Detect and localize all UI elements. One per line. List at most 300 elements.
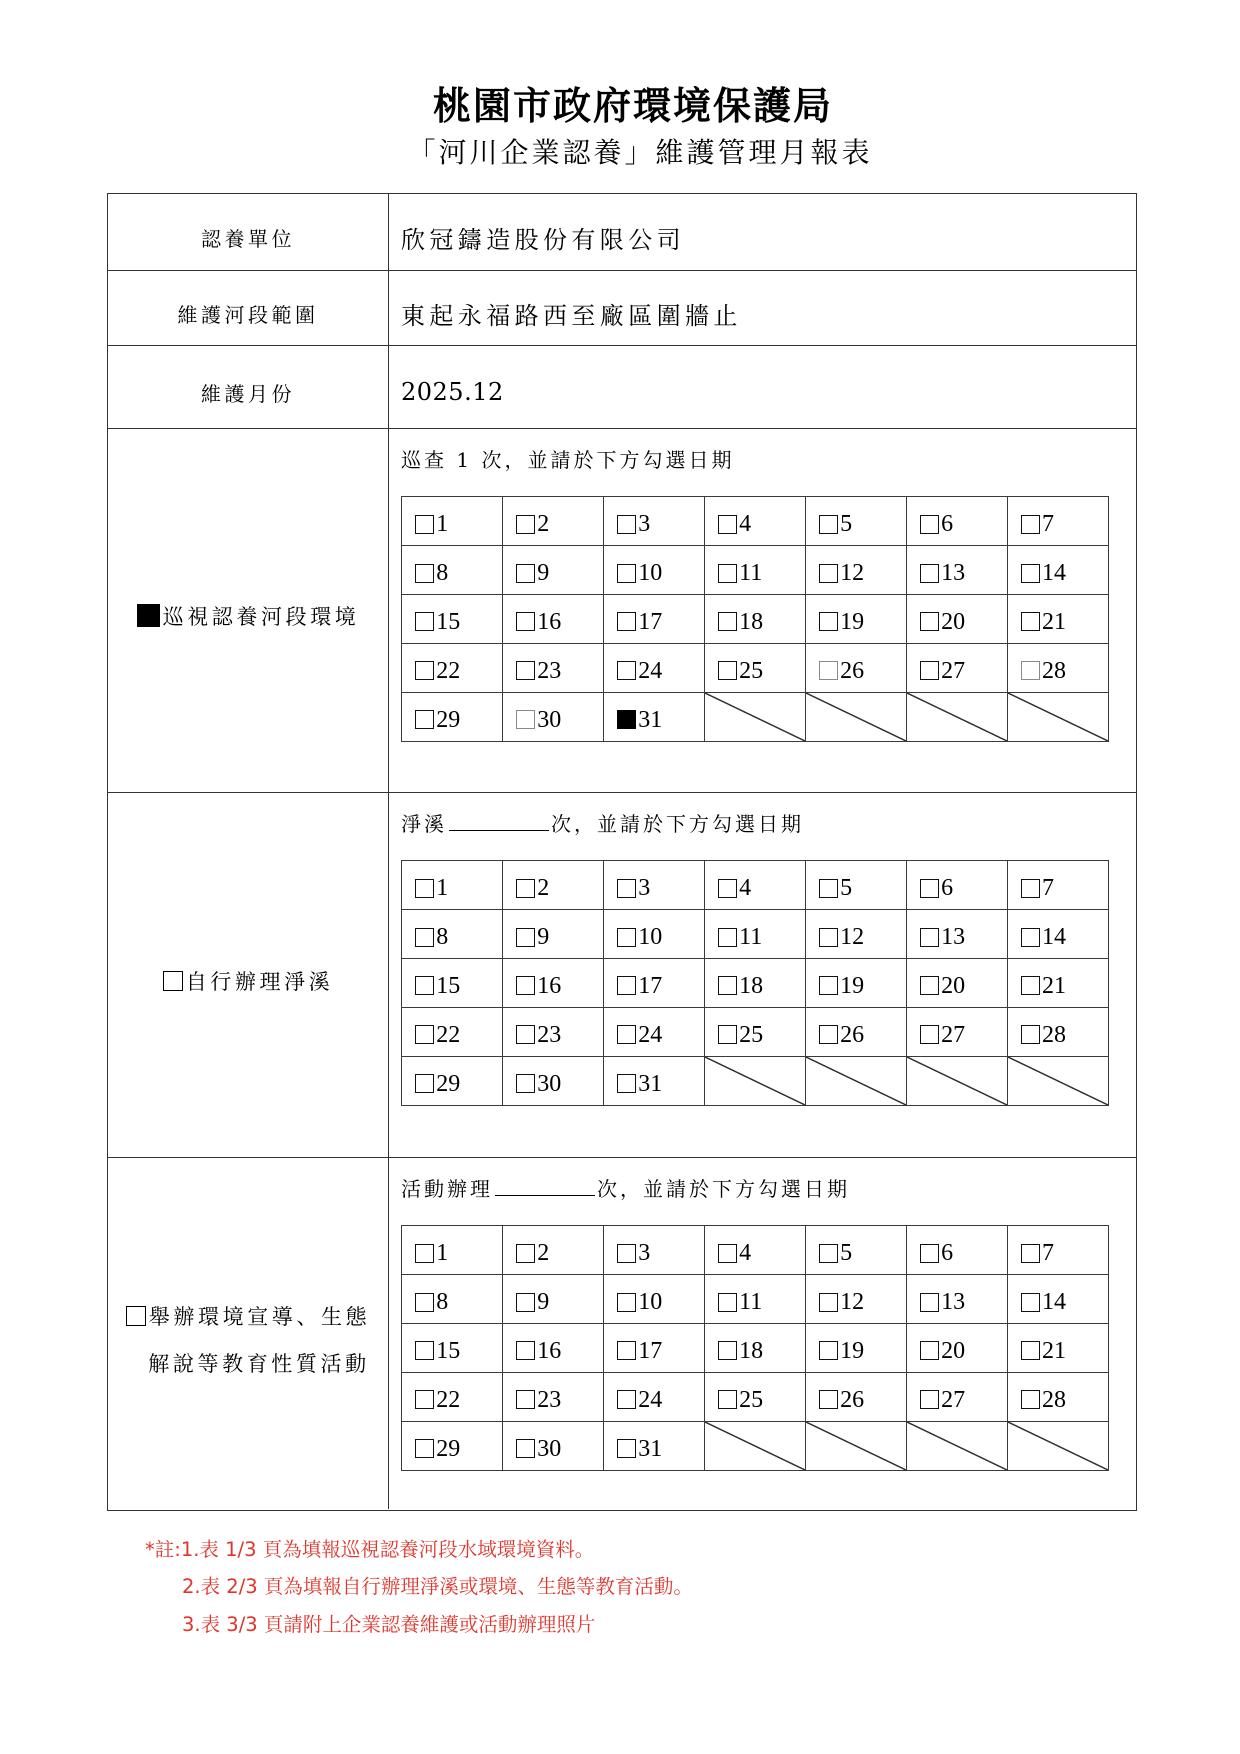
section-content-cell xyxy=(389,1158,1136,1509)
day-cell xyxy=(402,693,502,741)
day-number: 12 xyxy=(840,924,865,951)
empty-diagonal-cell xyxy=(806,1057,906,1105)
day-checkbox[interactable] xyxy=(617,564,636,583)
day-cell xyxy=(503,693,603,741)
section-content-cell xyxy=(389,793,1136,1157)
day-checkbox[interactable] xyxy=(1021,1293,1040,1312)
day-checkbox[interactable] xyxy=(1021,1025,1040,1044)
day-number: 30 xyxy=(537,706,562,733)
day-cell xyxy=(503,1275,603,1323)
day-checkbox[interactable] xyxy=(617,1293,636,1312)
day-checkbox[interactable] xyxy=(617,661,636,680)
day-checkbox[interactable] xyxy=(819,976,838,995)
maintenance-month-label: 維護月份 xyxy=(201,381,295,406)
day-cell xyxy=(705,546,805,594)
day-number: 29 xyxy=(436,1070,461,1097)
day-cell xyxy=(402,546,502,594)
day-number: 16 xyxy=(537,608,562,635)
day-number: 31 xyxy=(638,1435,663,1462)
day-checkbox[interactable] xyxy=(516,1025,535,1044)
day-number: 18 xyxy=(739,972,764,999)
day-cell xyxy=(604,497,704,545)
day-checkbox[interactable] xyxy=(617,976,636,995)
day-cell xyxy=(503,959,603,1007)
day-number: 24 xyxy=(638,1386,663,1413)
section-label-text: 解說等教育性質活動 xyxy=(148,1351,370,1376)
footnote-2: 2.表 2/3 頁為填報自行辦理淨溪或環境、生態等教育活動。 xyxy=(182,1575,693,1598)
day-number: 23 xyxy=(537,1386,562,1413)
day-cell xyxy=(503,595,603,643)
day-number: 21 xyxy=(1042,1337,1067,1364)
day-checkbox[interactable] xyxy=(920,612,939,631)
day-checkbox[interactable] xyxy=(415,1293,434,1312)
day-cell xyxy=(402,497,502,545)
day-number: 15 xyxy=(436,972,461,999)
day-checkbox[interactable] xyxy=(516,564,535,583)
day-cell xyxy=(1008,1008,1108,1056)
day-checkbox[interactable] xyxy=(617,1390,636,1409)
day-cell xyxy=(604,1057,704,1105)
day-number: 26 xyxy=(840,1386,865,1413)
day-number: 8 xyxy=(436,560,449,587)
day-cell xyxy=(604,693,704,741)
empty-diagonal-cell xyxy=(1008,1422,1108,1470)
day-number: 9 xyxy=(537,1289,550,1316)
day-cell xyxy=(705,1275,805,1323)
empty-diagonal-cell xyxy=(1008,693,1108,741)
day-checkbox[interactable] xyxy=(718,515,737,534)
section-content-cell xyxy=(389,429,1136,792)
day-cell xyxy=(1008,1275,1108,1323)
day-checkbox[interactable] xyxy=(920,515,939,534)
day-selection-grid xyxy=(401,496,1109,742)
day-checkbox[interactable] xyxy=(617,612,636,631)
day-checkbox[interactable] xyxy=(819,1390,838,1409)
day-number: 13 xyxy=(941,1289,966,1316)
day-cell xyxy=(604,644,704,692)
instruction-prefix: 活動辦理 xyxy=(401,1177,493,1201)
day-checkbox[interactable] xyxy=(516,976,535,995)
day-number: 20 xyxy=(941,972,966,999)
day-number: 11 xyxy=(739,924,763,951)
day-number: 7 xyxy=(1042,1240,1055,1267)
day-checkbox[interactable] xyxy=(1021,976,1040,995)
day-checkbox[interactable] xyxy=(516,928,535,947)
day-checkbox[interactable] xyxy=(617,515,636,534)
day-number: 2 xyxy=(537,1240,550,1267)
instruction-prefix: 巡查 1 次，並請於下方勾選日期 xyxy=(401,448,735,472)
day-cell xyxy=(604,1226,704,1274)
day-number: 4 xyxy=(739,875,752,902)
day-number: 22 xyxy=(436,1386,461,1413)
day-cell xyxy=(1008,497,1108,545)
day-checkbox[interactable] xyxy=(415,976,434,995)
day-number: 11 xyxy=(739,1289,763,1316)
day-checkbox[interactable] xyxy=(819,928,838,947)
footnote-3: 3.表 3/3 頁請附上企業認養維護或活動辦理照片 xyxy=(182,1613,596,1636)
day-cell xyxy=(806,497,906,545)
day-number: 27 xyxy=(941,1386,966,1413)
day-cell xyxy=(705,644,805,692)
day-cell xyxy=(907,910,1007,958)
empty-diagonal-cell xyxy=(705,1422,805,1470)
empty-diagonal-cell xyxy=(806,693,906,741)
day-checkbox[interactable] xyxy=(920,976,939,995)
day-cell xyxy=(705,497,805,545)
day-cell xyxy=(604,546,704,594)
day-checkbox[interactable] xyxy=(516,612,535,631)
day-checkbox[interactable] xyxy=(1021,515,1040,534)
page-subtitle: 「河川企業認養」維護管理月報表 xyxy=(407,136,873,169)
day-cell xyxy=(402,595,502,643)
day-cell xyxy=(907,1373,1007,1421)
day-checkbox[interactable] xyxy=(819,1244,838,1263)
section-label-line xyxy=(163,959,334,1006)
day-checkbox[interactable] xyxy=(415,564,434,583)
value-cell xyxy=(389,346,1136,428)
day-cell xyxy=(604,910,704,958)
report-table xyxy=(107,193,1137,1511)
day-checkbox[interactable] xyxy=(718,1025,737,1044)
day-checkbox[interactable] xyxy=(819,661,838,680)
day-cell xyxy=(1008,910,1108,958)
day-cell xyxy=(503,1422,603,1470)
day-checkbox[interactable] xyxy=(1021,1244,1040,1263)
day-number: 19 xyxy=(840,608,865,635)
day-cell xyxy=(907,497,1007,545)
day-cell xyxy=(402,1008,502,1056)
label-cell xyxy=(108,346,389,428)
day-number: 4 xyxy=(739,1240,752,1267)
day-checkbox[interactable] xyxy=(415,1390,434,1409)
day-checkbox[interactable] xyxy=(415,710,434,729)
value-cell xyxy=(389,271,1136,345)
day-number: 31 xyxy=(638,706,663,733)
day-cell xyxy=(806,1275,906,1323)
day-checkbox[interactable] xyxy=(415,661,434,680)
day-number: 3 xyxy=(638,511,651,538)
day-number: 28 xyxy=(1042,1021,1067,1048)
section-education-activity xyxy=(108,1158,1136,1509)
section-stream-cleanup xyxy=(108,793,1136,1158)
day-number: 14 xyxy=(1042,924,1067,951)
section-label-line xyxy=(126,1341,369,1388)
day-cell xyxy=(402,1373,502,1421)
label-cell xyxy=(108,194,389,270)
day-checkbox[interactable] xyxy=(718,879,737,898)
day-cell xyxy=(1008,1226,1108,1274)
day-cell xyxy=(907,546,1007,594)
day-checkbox-checked[interactable] xyxy=(617,710,636,729)
day-cell xyxy=(503,1057,603,1105)
day-checkbox[interactable] xyxy=(920,1244,939,1263)
section-checkbox-checked[interactable] xyxy=(137,604,160,627)
day-checkbox[interactable] xyxy=(920,661,939,680)
day-checkbox[interactable] xyxy=(516,661,535,680)
day-cell xyxy=(604,861,704,909)
day-checkbox[interactable] xyxy=(1021,1341,1040,1360)
day-checkbox[interactable] xyxy=(920,1341,939,1360)
day-checkbox[interactable] xyxy=(920,879,939,898)
day-checkbox[interactable] xyxy=(718,564,737,583)
day-cell xyxy=(503,1324,603,1372)
day-cell xyxy=(604,595,704,643)
day-cell xyxy=(402,1226,502,1274)
day-number: 30 xyxy=(537,1070,562,1097)
day-cell xyxy=(604,1324,704,1372)
day-number: 19 xyxy=(840,1337,865,1364)
day-number: 28 xyxy=(1042,1386,1067,1413)
day-number: 20 xyxy=(941,1337,966,1364)
day-checkbox[interactable] xyxy=(1021,879,1040,898)
day-number: 10 xyxy=(638,560,663,587)
day-number: 2 xyxy=(537,875,550,902)
day-checkbox[interactable] xyxy=(415,1074,434,1093)
day-checkbox[interactable] xyxy=(718,1390,737,1409)
row-adopter-unit xyxy=(108,194,1136,271)
day-checkbox[interactable] xyxy=(1021,612,1040,631)
day-checkbox[interactable] xyxy=(819,1025,838,1044)
day-checkbox[interactable] xyxy=(920,1390,939,1409)
river-section-value: 東起永福路西至廠區圍牆止 xyxy=(401,301,742,330)
day-number: 17 xyxy=(638,972,663,999)
day-cell xyxy=(402,1324,502,1372)
day-checkbox[interactable] xyxy=(415,1439,434,1458)
instruction-suffix: 次，並請於下方勾選日期 xyxy=(551,812,804,836)
day-number: 18 xyxy=(739,608,764,635)
day-checkbox[interactable] xyxy=(617,1074,636,1093)
day-number: 9 xyxy=(537,560,550,587)
maintenance-month-value: 2025.12 xyxy=(401,378,504,406)
day-number: 12 xyxy=(840,1289,865,1316)
day-cell xyxy=(1008,644,1108,692)
day-cell xyxy=(806,1008,906,1056)
empty-diagonal-cell xyxy=(806,1422,906,1470)
day-cell xyxy=(806,1226,906,1274)
day-number: 23 xyxy=(537,1021,562,1048)
day-checkbox[interactable] xyxy=(718,1293,737,1312)
empty-diagonal-cell xyxy=(907,693,1007,741)
day-number: 22 xyxy=(436,1021,461,1048)
day-checkbox[interactable] xyxy=(1021,661,1040,680)
day-selection-grid xyxy=(401,860,1109,1106)
day-checkbox[interactable] xyxy=(516,1293,535,1312)
day-number: 2 xyxy=(537,511,550,538)
label-cell xyxy=(108,271,389,345)
day-number: 22 xyxy=(436,657,461,684)
day-cell xyxy=(503,910,603,958)
day-checkbox[interactable] xyxy=(819,1293,838,1312)
day-checkbox[interactable] xyxy=(415,928,434,947)
day-number: 21 xyxy=(1042,608,1067,635)
day-checkbox[interactable] xyxy=(1021,564,1040,583)
empty-diagonal-cell xyxy=(1008,1057,1108,1105)
day-number: 25 xyxy=(739,1021,764,1048)
day-number: 7 xyxy=(1042,875,1055,902)
day-cell xyxy=(604,1275,704,1323)
day-checkbox[interactable] xyxy=(516,1074,535,1093)
day-cell xyxy=(604,959,704,1007)
day-cell xyxy=(503,497,603,545)
day-checkbox[interactable] xyxy=(617,1025,636,1044)
day-checkbox[interactable] xyxy=(819,879,838,898)
day-checkbox[interactable] xyxy=(617,928,636,947)
instruction-prefix: 淨溪 xyxy=(401,812,447,836)
day-checkbox[interactable] xyxy=(819,612,838,631)
day-number: 18 xyxy=(739,1337,764,1364)
day-number: 4 xyxy=(739,511,752,538)
day-number: 17 xyxy=(638,1337,663,1364)
day-checkbox[interactable] xyxy=(516,515,535,534)
day-cell xyxy=(907,959,1007,1007)
section-label-cell xyxy=(108,793,389,1157)
section-label-cell xyxy=(108,429,389,792)
day-number: 6 xyxy=(941,511,954,538)
day-checkbox[interactable] xyxy=(617,1341,636,1360)
day-checkbox[interactable] xyxy=(617,879,636,898)
day-number: 7 xyxy=(1042,511,1055,538)
day-number: 5 xyxy=(840,511,853,538)
day-checkbox[interactable] xyxy=(718,976,737,995)
day-number: 14 xyxy=(1042,1289,1067,1316)
day-checkbox[interactable] xyxy=(718,928,737,947)
day-number: 29 xyxy=(436,1435,461,1462)
day-checkbox[interactable] xyxy=(415,1244,434,1263)
count-blank-field[interactable] xyxy=(449,812,549,831)
empty-diagonal-cell xyxy=(705,693,805,741)
day-number: 6 xyxy=(941,1240,954,1267)
day-number: 31 xyxy=(638,1070,663,1097)
day-checkbox[interactable] xyxy=(819,1341,838,1360)
day-checkbox[interactable] xyxy=(415,515,434,534)
day-number: 25 xyxy=(739,657,764,684)
count-blank-field[interactable] xyxy=(495,1177,595,1196)
day-number: 3 xyxy=(638,875,651,902)
day-cell xyxy=(907,1008,1007,1056)
day-checkbox[interactable] xyxy=(415,879,434,898)
section-instruction xyxy=(401,1175,850,1203)
day-number: 20 xyxy=(941,608,966,635)
day-cell xyxy=(1008,959,1108,1007)
day-checkbox[interactable] xyxy=(718,661,737,680)
day-number: 13 xyxy=(941,924,966,951)
day-checkbox[interactable] xyxy=(617,1439,636,1458)
day-checkbox[interactable] xyxy=(920,1025,939,1044)
day-checkbox[interactable] xyxy=(415,1341,434,1360)
section-label-line xyxy=(126,1294,370,1341)
section-label-text: 巡視認養河段環境 xyxy=(162,605,360,629)
day-cell xyxy=(907,1324,1007,1372)
day-number: 6 xyxy=(941,875,954,902)
day-number: 10 xyxy=(638,924,663,951)
day-number: 8 xyxy=(436,924,449,951)
day-number: 16 xyxy=(537,1337,562,1364)
instruction-suffix: 次，並請於下方勾選日期 xyxy=(597,1177,850,1201)
day-cell xyxy=(1008,1373,1108,1421)
row-maintenance-month xyxy=(108,346,1136,429)
day-cell xyxy=(1008,546,1108,594)
day-cell xyxy=(604,1422,704,1470)
adopter-unit-label: 認養單位 xyxy=(201,226,295,251)
day-cell xyxy=(907,1275,1007,1323)
day-number: 28 xyxy=(1042,657,1067,684)
day-number: 24 xyxy=(638,1021,663,1048)
section-checkbox[interactable] xyxy=(163,971,183,991)
day-number: 1 xyxy=(436,511,449,538)
river-section-label: 維護河段範圍 xyxy=(177,302,319,327)
day-number: 1 xyxy=(436,875,449,902)
day-cell xyxy=(705,1324,805,1372)
day-checkbox[interactable] xyxy=(516,1439,535,1458)
day-number: 16 xyxy=(537,972,562,999)
day-checkbox[interactable] xyxy=(718,612,737,631)
day-checkbox[interactable] xyxy=(516,1390,535,1409)
day-cell xyxy=(503,1008,603,1056)
empty-diagonal-cell xyxy=(705,1057,805,1105)
day-cell xyxy=(705,1008,805,1056)
day-checkbox[interactable] xyxy=(516,1244,535,1263)
day-cell xyxy=(907,861,1007,909)
day-number: 30 xyxy=(537,1435,562,1462)
day-checkbox[interactable] xyxy=(819,564,838,583)
day-cell xyxy=(705,910,805,958)
day-number: 21 xyxy=(1042,972,1067,999)
day-number: 29 xyxy=(436,706,461,733)
day-cell xyxy=(806,644,906,692)
day-checkbox[interactable] xyxy=(617,1244,636,1263)
day-selection-grid xyxy=(401,1225,1109,1471)
adopter-unit-value: 欣冠鑄造股份有限公司 xyxy=(401,225,685,254)
day-number: 10 xyxy=(638,1289,663,1316)
day-number: 26 xyxy=(840,1021,865,1048)
day-cell xyxy=(705,1226,805,1274)
day-number: 27 xyxy=(941,657,966,684)
day-number: 17 xyxy=(638,608,663,635)
day-checkbox[interactable] xyxy=(516,879,535,898)
day-checkbox[interactable] xyxy=(920,564,939,583)
day-number: 8 xyxy=(436,1289,449,1316)
day-number: 13 xyxy=(941,560,966,587)
row-river-section xyxy=(108,271,1136,346)
day-checkbox[interactable] xyxy=(516,710,535,729)
day-checkbox[interactable] xyxy=(516,1341,535,1360)
day-checkbox[interactable] xyxy=(718,1341,737,1360)
day-checkbox[interactable] xyxy=(1021,1390,1040,1409)
day-cell xyxy=(503,1373,603,1421)
day-cell xyxy=(402,644,502,692)
day-checkbox[interactable] xyxy=(1021,928,1040,947)
day-cell xyxy=(1008,861,1108,909)
footnote-1: *註:1.表 1/3 頁為填報巡視認養河段水域環境資料。 xyxy=(145,1538,595,1561)
day-cell xyxy=(907,1226,1007,1274)
day-cell xyxy=(705,1373,805,1421)
day-checkbox[interactable] xyxy=(415,612,434,631)
day-cell xyxy=(907,595,1007,643)
value-cell xyxy=(389,194,1136,270)
day-number: 26 xyxy=(840,657,865,684)
section-checkbox[interactable] xyxy=(126,1306,146,1326)
day-number: 3 xyxy=(638,1240,651,1267)
day-number: 19 xyxy=(840,972,865,999)
day-checkbox[interactable] xyxy=(415,1025,434,1044)
day-cell xyxy=(705,595,805,643)
day-cell xyxy=(806,910,906,958)
day-checkbox[interactable] xyxy=(920,1293,939,1312)
day-checkbox[interactable] xyxy=(718,1244,737,1263)
day-cell xyxy=(907,644,1007,692)
day-checkbox[interactable] xyxy=(920,928,939,947)
day-checkbox[interactable] xyxy=(819,515,838,534)
